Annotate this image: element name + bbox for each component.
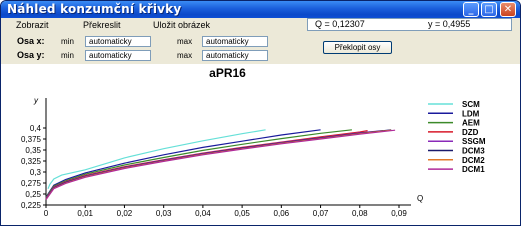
consumption-curve-chart: [1, 64, 520, 226]
series-line-dcm3: [46, 130, 391, 199]
maximize-button[interactable]: □: [481, 2, 497, 17]
chart-panel: [1, 64, 520, 226]
y-tick-label: 0,25: [25, 190, 41, 199]
title-bar[interactable]: [1, 1, 520, 18]
legend-label-ldm: LDM: [462, 109, 480, 119]
x-tick-label: 0,03: [155, 209, 172, 218]
series-line-dcm2: [46, 130, 391, 199]
x-tick-label: 0: [43, 209, 49, 218]
axis-x-label: Osa x:: [17, 36, 45, 46]
y-tick-label: 0,3: [29, 168, 41, 177]
x-tick-label: 0,04: [195, 209, 211, 218]
chart-title: aPR16: [209, 66, 246, 80]
flip-axes-button[interactable]: Překlopit osy: [323, 41, 392, 54]
x-tick-label: 0,09: [391, 209, 407, 218]
legend-label-ssgm: SSGM: [462, 137, 486, 147]
y-axis-label: y: [34, 96, 38, 105]
close-button[interactable]: ✕: [500, 2, 516, 17]
readout-y: y = 0,4955: [428, 19, 471, 29]
y-tick-label: 0,4: [29, 124, 41, 133]
window-title: Náhled konzumční křivky: [7, 2, 182, 16]
readout-q: Q = 0,12307: [315, 19, 365, 29]
axis-y-label: Osa y:: [17, 50, 45, 60]
axis-x-max-input[interactable]: automaticky: [202, 36, 268, 47]
menu-item-zobrazit[interactable]: Zobrazit: [16, 20, 49, 30]
y-tick-label: 0,325: [20, 157, 41, 166]
legend-label-dcm3: DCM3: [462, 146, 485, 156]
axis-x-min-label: min: [61, 37, 74, 46]
series-line-dcm1: [46, 130, 395, 200]
x-tick-label: 0,06: [273, 209, 290, 218]
axis-x-max-label: max: [177, 37, 193, 46]
axis-y-min-input[interactable]: automaticky: [85, 50, 151, 61]
x-tick-label: 0,01: [77, 209, 94, 218]
cursor-readout: [307, 18, 512, 31]
y-tick-label: 0,275: [20, 179, 41, 188]
legend-label-aem: AEM: [462, 118, 480, 128]
x-tick-label: 0,07: [312, 209, 329, 218]
series-line-ssgm: [46, 131, 383, 199]
legend-label-dcm2: DCM2: [462, 155, 485, 165]
series-line-ldm: [46, 130, 321, 197]
x-tick-label: 0,08: [351, 209, 368, 218]
x-tick-label: 0,05: [234, 209, 250, 218]
legend-label-dzd: DZD: [462, 127, 479, 137]
axis-y-min-label: min: [61, 51, 74, 60]
x-axis-label: Q: [417, 194, 424, 203]
minimize-button[interactable]: _: [463, 2, 479, 17]
axis-y-max-label: max: [177, 51, 193, 60]
y-tick-label: 0,375: [20, 135, 41, 144]
axis-x-min-input[interactable]: automaticky: [85, 36, 151, 47]
y-tick-label: 0,35: [25, 146, 41, 155]
menu-item-ulozit-obrazek[interactable]: Uložit obrázek: [153, 20, 211, 30]
axis-y-max-input[interactable]: automaticky: [202, 50, 268, 61]
legend-label-dcm1: DCM1: [462, 165, 485, 175]
x-tick-label: 0,02: [116, 209, 133, 218]
y-tick-label: 0,225: [20, 201, 41, 210]
menu-item-prekreslit[interactable]: Překreslit: [83, 20, 121, 30]
legend-label-scm: SCM: [462, 100, 480, 109]
series-line-dzd: [46, 131, 368, 199]
